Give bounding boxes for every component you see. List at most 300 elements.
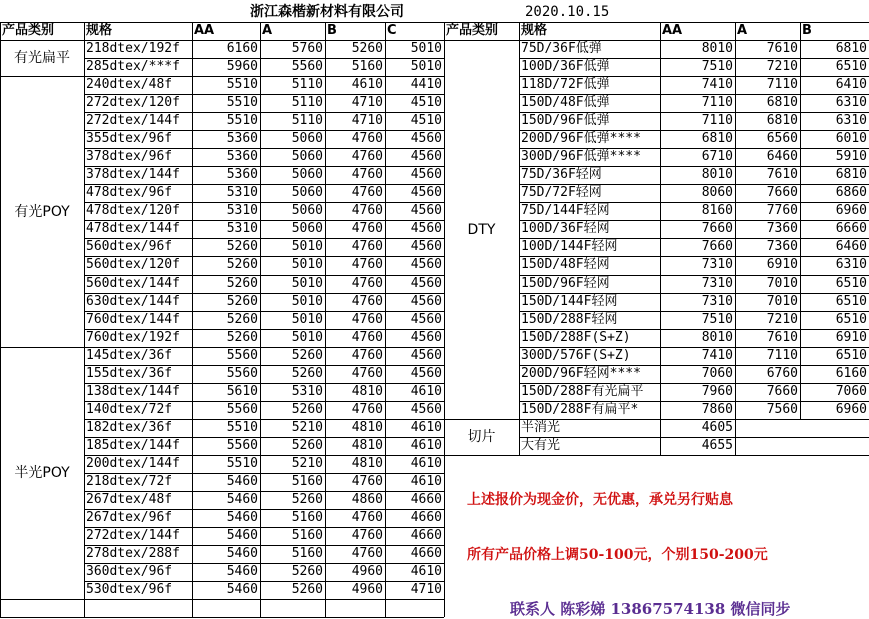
grid-line [519, 238, 869, 239]
left-header-0: 产品类别 [2, 23, 55, 38]
grid-line [519, 202, 869, 203]
left-price-aa: 5510 [226, 113, 258, 128]
left-price-c: 4510 [410, 113, 442, 128]
grid-line [0, 40, 444, 41]
grid-line [519, 437, 869, 438]
left-price-a: 5560 [291, 59, 323, 74]
left-price-a: 5260 [291, 348, 323, 363]
grid-line [84, 22, 85, 600]
right-spec-cell: 150D/96F低弹 [521, 113, 610, 128]
right-price-aa: 7410 [701, 348, 733, 363]
left-price-c: 4560 [410, 185, 442, 200]
grid-line [519, 347, 869, 348]
left-spec-cell: 760dtex/192f [86, 330, 180, 345]
left-price-c: 4610 [410, 456, 442, 471]
left-spec-cell: 155dtex/36f [86, 366, 173, 381]
right-spec-cell: 75D/144F轻网 [521, 203, 610, 218]
grid-line [519, 112, 869, 113]
grid-line [735, 419, 736, 455]
grid-line [84, 329, 444, 330]
grid-line [84, 130, 444, 131]
grid-line [0, 347, 444, 348]
right-spec-cell: 75D/72F轻网 [521, 185, 602, 200]
left-price-b: 4810 [351, 420, 383, 435]
grid-line [84, 599, 85, 617]
left-price-aa: 5460 [226, 528, 258, 543]
right-price-a: 7010 [766, 294, 798, 309]
grid-line [444, 455, 869, 456]
left-category-label: 有光扁平 [14, 50, 70, 66]
right-price-a: 7610 [766, 330, 798, 345]
right-price-aa: 7860 [701, 402, 733, 417]
left-price-a: 5260 [291, 492, 323, 507]
right-price-a: 6810 [766, 113, 798, 128]
left-spec-cell: 185dtex/144f [86, 438, 180, 453]
grid-line [735, 22, 736, 419]
grid-line [519, 383, 869, 384]
right-price-b: 6960 [835, 402, 867, 417]
left-price-aa: 5610 [226, 384, 258, 399]
grid-line [660, 22, 661, 419]
right-price-b: 6910 [835, 330, 867, 345]
left-price-c: 4610 [410, 420, 442, 435]
left-price-c: 4560 [410, 348, 442, 363]
right-price-a: 6460 [766, 149, 798, 164]
grid-line [519, 275, 869, 276]
grid-line [192, 22, 193, 600]
left-price-a: 5160 [291, 510, 323, 525]
grid-line [519, 166, 869, 167]
right-price-aa: 7310 [701, 294, 733, 309]
left-header-1: 规格 [86, 23, 113, 38]
left-price-b: 4760 [351, 474, 383, 489]
grid-line [84, 509, 444, 510]
left-price-c: 4660 [410, 492, 442, 507]
left-price-a: 5110 [291, 77, 323, 92]
right-spec-cell: 150D/288F有光扁平 [521, 384, 644, 399]
right-price-b: 6510 [835, 312, 867, 327]
right-price-a: 7010 [766, 276, 798, 291]
left-price-aa: 5460 [226, 582, 258, 597]
left-price-c: 4560 [410, 149, 442, 164]
right-price-b: 6960 [835, 203, 867, 218]
right-price-aa: 7510 [701, 59, 733, 74]
grid-line [84, 311, 444, 312]
left-price-b: 4760 [351, 276, 383, 291]
left-header-4: B [327, 23, 337, 38]
left-price-c: 4610 [410, 474, 442, 489]
grid-line [84, 365, 444, 366]
left-price-c: 4560 [410, 257, 442, 272]
left-header-3: A [262, 23, 273, 38]
right-category-label: DTY [467, 222, 496, 238]
left-price-a: 5060 [291, 167, 323, 182]
grid-line [519, 94, 869, 95]
left-price-b: 4710 [351, 95, 383, 110]
left-price-a: 5110 [291, 95, 323, 110]
right-spec-cell: 200D/96F低弹**** [521, 131, 641, 146]
right-price-aa: 7660 [701, 239, 733, 254]
left-spec-cell: 240dtex/48f [86, 77, 173, 92]
left-price-a: 5260 [291, 564, 323, 579]
left-price-c: 4610 [410, 564, 442, 579]
left-price-c: 4510 [410, 95, 442, 110]
left-spec-cell: 200dtex/144f [86, 456, 180, 471]
left-price-aa: 5260 [226, 330, 258, 345]
left-price-aa: 5360 [226, 149, 258, 164]
left-price-b: 4760 [351, 402, 383, 417]
right-spec-cell: 200D/96F轻网**** [521, 366, 641, 381]
right-price-a: 7210 [766, 59, 798, 74]
left-price-c: 4560 [410, 402, 442, 417]
left-price-a: 5060 [291, 221, 323, 236]
company-title: 浙江森楷新材料有限公司 [250, 4, 404, 20]
left-price-b: 4760 [351, 546, 383, 561]
left-category-label: 半光POY [14, 465, 70, 481]
left-price-b: 4760 [351, 366, 383, 381]
left-price-a: 5060 [291, 131, 323, 146]
contact-info: 联系人 陈彩娣 13867574138 微信同步 [510, 600, 791, 618]
left-price-a: 5760 [291, 41, 323, 56]
left-price-a: 5310 [291, 384, 323, 399]
left-price-c: 4560 [410, 312, 442, 327]
left-price-a: 5160 [291, 528, 323, 543]
right-price-b: 6410 [835, 77, 867, 92]
left-category-label: 有光POY [14, 204, 70, 220]
left-price-aa: 5360 [226, 167, 258, 182]
left-price-aa: 5260 [226, 239, 258, 254]
right-price-aa: 7060 [701, 366, 733, 381]
grid-line [519, 220, 869, 221]
grid-line [260, 22, 261, 600]
left-price-b: 5260 [351, 41, 383, 56]
left-price-c: 5010 [410, 59, 442, 74]
grid-line [84, 419, 444, 420]
right-price-b: 6660 [835, 221, 867, 236]
left-price-a: 5260 [291, 402, 323, 417]
price-note-cash: 上述报价为现金价，无优惠，承兑另行贴息 [467, 492, 733, 508]
grid-line [660, 419, 661, 455]
left-price-b: 4760 [351, 203, 383, 218]
right-price-aa: 8060 [701, 185, 733, 200]
right-spec-cell: 300D/96F低弹**** [521, 149, 641, 164]
right-price-a: 6810 [766, 95, 798, 110]
grid-line [84, 293, 444, 294]
left-header-2: AA [194, 23, 215, 38]
grid-line [800, 22, 801, 419]
grid-line [84, 437, 444, 438]
grid-line [519, 148, 869, 149]
right-price-a: 7660 [766, 185, 798, 200]
left-spec-cell: 478dtex/96f [86, 185, 173, 200]
left-price-aa: 5260 [226, 276, 258, 291]
left-price-aa: 5510 [226, 77, 258, 92]
left-price-a: 5010 [291, 294, 323, 309]
left-spec-cell: 182dtex/36f [86, 420, 173, 435]
left-price-c: 4660 [410, 546, 442, 561]
left-price-c: 4560 [410, 167, 442, 182]
grid-line [192, 599, 193, 617]
left-price-a: 5010 [291, 330, 323, 345]
grid-line [519, 329, 869, 330]
right-spec-cell: 100D/36F低弹 [521, 59, 610, 74]
left-price-aa: 5960 [226, 59, 258, 74]
left-spec-cell: 138dtex/144f [86, 384, 180, 399]
grid-line [519, 256, 869, 257]
left-price-b: 5160 [351, 59, 383, 74]
left-price-b: 4810 [351, 384, 383, 399]
left-spec-cell: 285dtex/***f [86, 59, 180, 74]
left-price-aa: 5260 [226, 257, 258, 272]
right-price-aa: 8160 [701, 203, 733, 218]
right-price-a: 7110 [766, 348, 798, 363]
left-price-b: 4760 [351, 149, 383, 164]
left-price-b: 4960 [351, 564, 383, 579]
right-price-a: 7660 [766, 384, 798, 399]
grid-line [84, 401, 444, 402]
left-price-b: 4760 [351, 131, 383, 146]
right-price-a: 7210 [766, 312, 798, 327]
right-price-aa: 7110 [701, 95, 733, 110]
right-spec-cell: 150D/144F轻网 [521, 294, 618, 309]
left-price-c: 5010 [410, 41, 442, 56]
left-price-aa: 5460 [226, 564, 258, 579]
left-spec-cell: 560dtex/120f [86, 257, 180, 272]
right-price-b: 6860 [835, 185, 867, 200]
grid-line [519, 401, 869, 402]
grid-line [84, 491, 444, 492]
grid-line [84, 202, 444, 203]
right-price-aa: 8010 [701, 330, 733, 345]
right-header-0: 产品类别 [446, 23, 499, 38]
right-price-a: 7760 [766, 203, 798, 218]
right-price-a: 6560 [766, 131, 798, 146]
left-price-a: 5260 [291, 438, 323, 453]
left-price-aa: 5560 [226, 438, 258, 453]
grid-line [84, 184, 444, 185]
right-price-b: 6310 [835, 257, 867, 272]
right-price-a: 7610 [766, 41, 798, 56]
left-price-aa: 5460 [226, 546, 258, 561]
left-price-c: 4560 [410, 221, 442, 236]
left-spec-cell: 272dtex/120f [86, 95, 180, 110]
left-price-c: 4610 [410, 384, 442, 399]
left-price-c: 4560 [410, 203, 442, 218]
right-spec-cell: 150D/288F有扁平* [521, 402, 639, 417]
grid-line [519, 293, 869, 294]
right-price-b: 6510 [835, 59, 867, 74]
right-price-aa: 8010 [701, 167, 733, 182]
right-spec-cell: 150D/288F(S+Z) [521, 330, 631, 345]
right-price-b: 6810 [835, 41, 867, 56]
left-price-aa: 5360 [226, 131, 258, 146]
left-price-c: 4560 [410, 294, 442, 309]
grid-line [84, 383, 444, 384]
left-price-b: 4760 [351, 221, 383, 236]
left-price-c: 4660 [410, 510, 442, 525]
grid-line [84, 275, 444, 276]
grid-line [0, 22, 1, 600]
left-price-c: 4560 [410, 276, 442, 291]
grid-line [84, 545, 444, 546]
right-price-aa: 6810 [701, 131, 733, 146]
date-label: 2020.10.15 [525, 4, 610, 20]
grid-line [84, 166, 444, 167]
right-price-aa: 6710 [701, 149, 733, 164]
left-price-a: 5260 [291, 366, 323, 381]
left-price-aa: 5460 [226, 492, 258, 507]
right-spec-cell: 100D/144F轻网 [521, 239, 618, 254]
price-note-increase: 所有产品价格上调50-100元，个别150-200元 [467, 547, 768, 563]
left-price-c: 4560 [410, 239, 442, 254]
left-price-a: 5110 [291, 113, 323, 128]
right-price-aa: 8010 [701, 41, 733, 56]
left-price-b: 4710 [351, 113, 383, 128]
qiepian-price-aa: 4655 [701, 438, 733, 453]
left-price-a: 5210 [291, 420, 323, 435]
left-spec-cell: 378dtex/144f [86, 167, 180, 182]
left-price-c: 4710 [410, 582, 442, 597]
right-price-b: 7060 [835, 384, 867, 399]
left-price-a: 5210 [291, 456, 323, 471]
right-price-aa: 7110 [701, 113, 733, 128]
grid-line [84, 527, 444, 528]
right-price-a: 6760 [766, 366, 798, 381]
right-spec-cell: 150D/48F低弹 [521, 95, 610, 110]
left-price-aa: 5560 [226, 348, 258, 363]
grid-line [84, 581, 444, 582]
right-price-a: 7610 [766, 167, 798, 182]
grid-line [519, 76, 869, 77]
left-price-a: 5060 [291, 203, 323, 218]
grid-line [444, 22, 445, 419]
right-price-b: 6510 [835, 294, 867, 309]
grid-line [0, 617, 444, 618]
left-spec-cell: 560dtex/96f [86, 239, 173, 254]
qiepian-spec-cell: 大有光 [521, 438, 561, 453]
grid-line [0, 76, 444, 77]
right-spec-cell: 75D/36F低弹 [521, 41, 602, 56]
left-price-c: 4660 [410, 528, 442, 543]
grid-line [84, 220, 444, 221]
left-price-a: 5260 [291, 582, 323, 597]
left-price-a: 5060 [291, 185, 323, 200]
right-price-b: 6810 [835, 167, 867, 182]
grid-line [385, 599, 386, 617]
grid-line [0, 599, 1, 617]
left-spec-cell: 218dtex/72f [86, 474, 173, 489]
left-price-b: 4760 [351, 185, 383, 200]
right-header-1: 规格 [521, 23, 548, 38]
right-header-2: AA [662, 23, 683, 38]
right-price-aa: 7310 [701, 257, 733, 272]
left-price-b: 4960 [351, 582, 383, 597]
right-spec-cell: 300D/576F(S+Z) [521, 348, 631, 363]
grid-line [325, 22, 326, 600]
left-spec-cell: 278dtex/288f [86, 546, 180, 561]
left-price-a: 5160 [291, 546, 323, 561]
right-price-aa: 7310 [701, 276, 733, 291]
left-spec-cell: 530dtex/96f [86, 582, 173, 597]
left-spec-cell: 630dtex/144f [86, 294, 180, 309]
right-price-a: 7360 [766, 221, 798, 236]
grid-line [84, 148, 444, 149]
right-spec-cell: 150D/96F轻网 [521, 276, 610, 291]
grid-line [84, 112, 444, 113]
right-price-a: 7360 [766, 239, 798, 254]
grid-line [84, 256, 444, 257]
right-price-a: 7110 [766, 77, 798, 92]
right-spec-cell: 150D/48F轻网 [521, 257, 610, 272]
grid-line [519, 365, 869, 366]
left-price-b: 4860 [351, 492, 383, 507]
grid-line [84, 473, 444, 474]
right-price-b: 6010 [835, 131, 867, 146]
left-price-a: 5160 [291, 474, 323, 489]
right-price-b: 6310 [835, 95, 867, 110]
left-spec-cell: 478dtex/120f [86, 203, 180, 218]
left-spec-cell: 478dtex/144f [86, 221, 180, 236]
left-price-c: 4610 [410, 438, 442, 453]
left-header-5: C [387, 23, 397, 38]
left-price-b: 4760 [351, 348, 383, 363]
left-price-aa: 5510 [226, 456, 258, 471]
right-spec-cell: 118D/72F低弹 [521, 77, 610, 92]
left-price-c: 4560 [410, 330, 442, 345]
grid-line [385, 22, 386, 600]
grid-line [444, 22, 869, 23]
left-price-aa: 5460 [226, 474, 258, 489]
right-price-a: 6910 [766, 257, 798, 272]
left-price-a: 5060 [291, 149, 323, 164]
grid-line [84, 238, 444, 239]
right-price-aa: 7660 [701, 221, 733, 236]
left-price-b: 4810 [351, 438, 383, 453]
left-spec-cell: 218dtex/192f [86, 41, 180, 56]
grid-line [325, 599, 326, 617]
left-price-aa: 5510 [226, 420, 258, 435]
left-price-aa: 5560 [226, 366, 258, 381]
left-price-aa: 5510 [226, 95, 258, 110]
right-header-4: B [802, 23, 812, 38]
grid-line [260, 599, 261, 617]
right-price-a: 7560 [766, 402, 798, 417]
qiepian-spec-cell: 半消光 [521, 420, 561, 435]
right-price-b: 6310 [835, 113, 867, 128]
left-price-b: 4760 [351, 510, 383, 525]
left-price-aa: 5560 [226, 402, 258, 417]
right-price-b: 6460 [835, 239, 867, 254]
grid-line [444, 419, 445, 455]
qiepian-category-label: 切片 [467, 429, 496, 445]
grid-line [84, 58, 444, 59]
left-price-aa: 5310 [226, 203, 258, 218]
left-price-a: 5010 [291, 239, 323, 254]
left-price-b: 4760 [351, 239, 383, 254]
grid-line [519, 130, 869, 131]
right-price-b: 5910 [835, 149, 867, 164]
right-price-b: 6160 [835, 366, 867, 381]
left-price-aa: 5260 [226, 312, 258, 327]
left-price-b: 4760 [351, 528, 383, 543]
grid-line [0, 599, 444, 600]
left-spec-cell: 267dtex/48f [86, 492, 173, 507]
grid-line [519, 419, 520, 455]
left-price-a: 5010 [291, 257, 323, 272]
grid-line [519, 184, 869, 185]
left-spec-cell: 272dtex/144f [86, 113, 180, 128]
grid-line [519, 58, 869, 59]
